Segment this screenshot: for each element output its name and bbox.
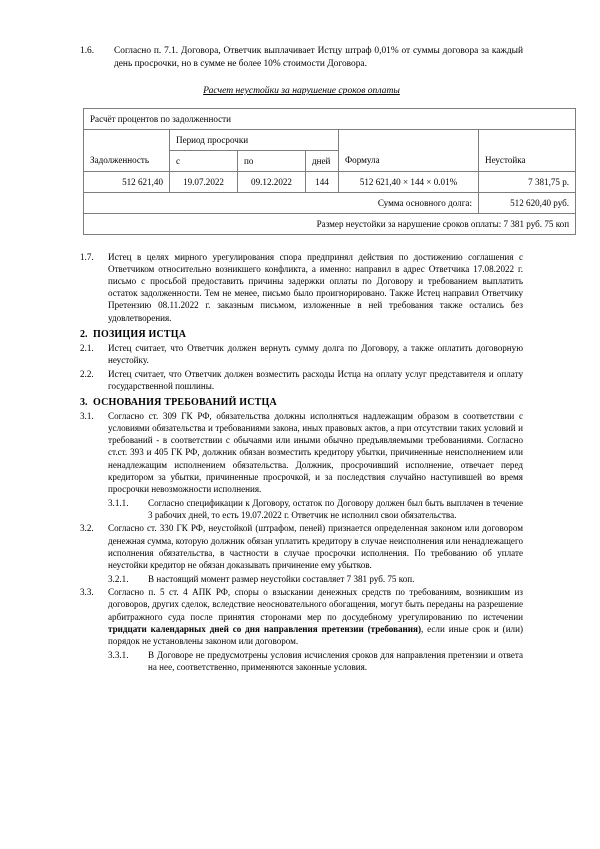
clause-3-3-text-bold: тридцати календарных дней со дня направления претензии (требования) — [108, 623, 421, 634]
clause-3-3-1-text: В Договоре не предусмотрены условия исчисления сроков для направления претензии и ответа на нее, соответственно, применяются законные условия. — [148, 649, 523, 672]
table-header-days: дней — [306, 150, 339, 171]
clause-3-3-1 — [80, 649, 523, 673]
clause-3-2-1 — [80, 573, 523, 585]
table-cell-days: 144 — [306, 171, 339, 192]
clause-3-1-number: 3.1. — [80, 410, 94, 421]
table-group-header-row — [84, 129, 576, 150]
clause-2-2-text: Истец считает, что Ответчик должен возместить расходы Истца на оплату услуг представителя и оплату государственной пошлины. — [108, 368, 523, 391]
clause-1-7-text: Истец в целях мирного урегулирования спора предпринял действия по достижению соглашения с Ответчиком относительно возникшего конфликта, а именно: направил в адрес Ответчика 17.08.2022 г. письмо с просьбой предоставить причины задержки оплаты по Договору и требованием выплатить остаток задолженности. Тем не менее, письмо было проигнорировано. Также Истец направил Ответчику Претензию 08.11.2022 г. заказным письмом, изложенные в ней требования также остались без удовлетворения. — [108, 251, 523, 323]
clause-1-6 — [80, 45, 523, 72]
table-total-text: Размер неустойки за нарушение сроков оплаты: 7 381 руб. 75 коп — [84, 213, 576, 234]
clause-1-6-number: 1.6. — [80, 46, 95, 56]
section-2-number: 2. — [80, 328, 88, 340]
table-caption-row — [84, 108, 576, 129]
clause-1-6-text: Согласно п. 7.1. Договора, Ответчик выплачивает Истцу штраф 0,01% от суммы договора за каждый день просрочки, но в сумме не более 10% стоимости Договора. — [114, 46, 523, 70]
clause-3-2-1-text: В настоящий момент размер неустойки составляет 7 381 руб. 75 коп. — [148, 573, 415, 584]
document-content — [80, 45, 570, 675]
penalty-calculation-table — [83, 108, 576, 235]
clause-3-2 — [80, 522, 523, 571]
section-2-title: ПОЗИЦИЯ ИСТЦА — [93, 328, 187, 340]
clause-3-3-text-after: , если иные срок и (или) порядок не установлены законом или договором. — [108, 623, 523, 646]
table-header-to: по — [238, 150, 306, 171]
table-cell-debt: 512 621,40 — [84, 171, 170, 192]
clause-3-2-text: Согласно ст. 330 ГК РФ, неустойкой (штрафом, пеней) признается определенная законом или договором денежная сумма, которую должник обязан уплатить кредитору в случае неисполнения или ненадлежащего исполнения обязательства, в частности в случае просрочки исполнения. По требованию об уплате неустойки кредитор не обязан доказывать причинение ему убытков. — [108, 523, 523, 570]
table-header-debt: Задолженность — [84, 150, 170, 171]
clause-3-1-text: Согласно ст. 309 ГК РФ, обязательства должны исполняться надлежащим образом в соответствии с условиями обязательства и требованиями закона, иных правовых актов, а при отсутствии таких условий и требований - в соответствии с обычаями или иными обычно предъявляемыми требованиями. Согласно ст.ст. 393 и 405 ГК РФ, должник обязан возместить кредитору убытки, причиненные неисполнением или ненадлежащим исполнением обязательства. Должник, просрочивший исполнение, отвечает перед кредитором за убытки, причиненные просрочкой, и за последствия случайно наступившей во время просрочки невозможности исполнения. — [108, 410, 523, 494]
clause-3-3-text-before: Согласно п. 5 ст. 4 АПК РФ, споры о взыскании денежных средств по требованиям, возникшим из договоров, других сделок, вследствие неосновательного обогащения, могут быть переданы на разрешение арбитражного суда после принятия сторонами мер по досудебному урегулированию по истечении — [108, 587, 523, 622]
clause-3-3-text — [108, 586, 523, 647]
penalty-table-title — [80, 85, 523, 96]
section-3-title: ОСНОВАНИЯ ТРЕБОВАНИЙ ИСТЦА — [93, 396, 277, 408]
clause-3-3 — [80, 586, 523, 647]
clause-3-1-1 — [80, 497, 523, 521]
table-header-from: с — [170, 150, 238, 171]
table-header-formula: Формула — [339, 150, 479, 171]
clause-3-3-number: 3.3. — [80, 587, 94, 598]
clause-2-1-text: Истец считает, что Ответчик должен вернуть сумму долга по Договору, а также оплатить договорную неустойку. — [108, 342, 523, 365]
clause-3-3-1-number: 3.3.1. — [108, 649, 129, 660]
clause-3-2-number: 3.2. — [80, 523, 94, 534]
section-3-heading — [80, 397, 523, 408]
table-group-header-period: Период просрочки — [170, 129, 339, 150]
section-2-heading — [80, 329, 523, 340]
table-cell-from: 19.07.2022 — [170, 171, 238, 192]
table-caption-cell: Расчёт процентов по задолженности — [84, 108, 576, 129]
clause-2-2 — [80, 368, 523, 392]
clause-2-1-number: 2.1. — [80, 342, 94, 353]
table-cell-penalty: 7 381,75 р. — [479, 171, 576, 192]
clause-2-1 — [80, 342, 523, 366]
spacer-after-table — [80, 235, 523, 251]
clause-3-2-1-number: 3.2.1. — [108, 573, 129, 584]
section-3-number: 3. — [80, 396, 88, 408]
table-row — [84, 171, 576, 192]
table-principal-value: 512 620,40 руб. — [479, 192, 576, 213]
clause-1-7 — [80, 251, 523, 324]
table-principal-row — [84, 192, 576, 213]
table-header-penalty: Неустойка — [479, 150, 576, 171]
table-header-penalty-spacer — [479, 129, 576, 150]
table-cell-formula: 512 621,40 × 144 × 0.01% — [339, 171, 479, 192]
table-header-debt-spacer — [84, 129, 170, 150]
penalty-table-title-text: Расчет неустойки за нарушение сроков оплаты — [203, 84, 400, 96]
table-column-header-row — [84, 150, 576, 171]
table-principal-label: Сумма основного долга: — [84, 192, 479, 213]
table-header-formula-spacer — [339, 129, 479, 150]
clause-3-1-1-text: Согласно спецификации к Договору, остаток по Договору должен был быть выплачен в течение 3 рабочих дней, то есть 19.07.2022 г. Ответчик не исполнил свои обязательства. — [148, 497, 523, 520]
clause-3-1 — [80, 410, 523, 495]
table-total-row — [84, 213, 576, 234]
clause-2-2-number: 2.2. — [80, 368, 94, 379]
clause-1-7-number: 1.7. — [80, 251, 94, 262]
clause-3-1-1-number: 3.1.1. — [108, 497, 129, 508]
table-cell-to: 09.12.2022 — [238, 171, 306, 192]
